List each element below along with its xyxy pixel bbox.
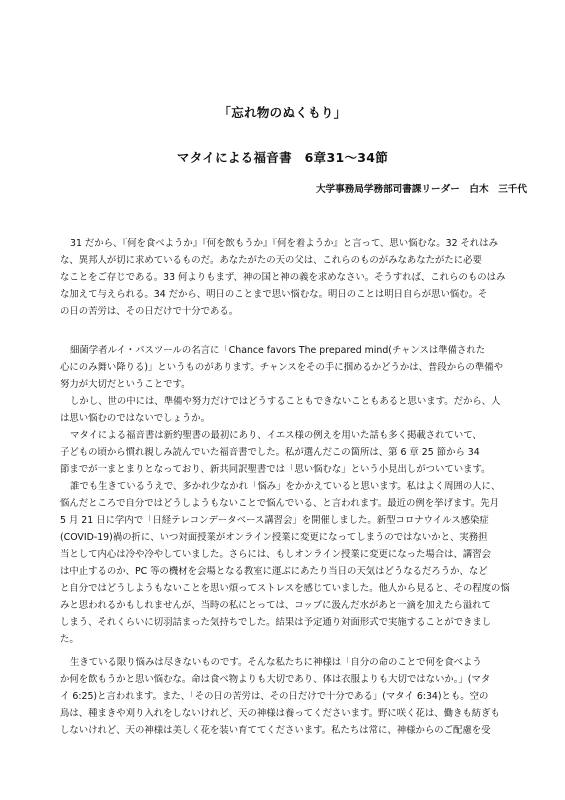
body-line: 節までが一まとまりとなっており、新共同訳聖書では「思い悩むな」という小見出しがついています。 <box>60 464 491 475</box>
document-title: 「忘れ物のぬくもり」 <box>218 105 347 120</box>
body-line: 鳥は、種まきや刈り入れをしないけれど、天の神様は養ってくださいます。野に咲く花は、働きも紡ぎも <box>60 708 500 719</box>
scripture-line: の日の苦労は、その日だけで十分である。 <box>60 306 239 317</box>
body-line: 心にのみ舞い降りる)」というものがあります。チャンスをその手に掴めるかどうかは、普段からの準備や <box>60 362 503 373</box>
scripture-line: な加えて与えられる。34 だから、明日のことまで思い悩むな。明日のことは明日自らが思い悩む。そ <box>60 289 488 300</box>
body-line: イ 6:25)と言われます。また、「その日の苦労は、その日だけで十分である」(マタイ 6:34)とも。空の <box>60 691 489 702</box>
body-line: 悩んだところで自分ではどうしようもないことで悩んでいる、と言われます。最近の例を挙げます。先月 <box>60 498 500 509</box>
body-line: 努力が大切だということです。 <box>60 379 191 390</box>
body-line: 細菌学者ルイ・パスツールの名言に「Chance favors The prepared mind(チャンスは準備された <box>70 345 486 356</box>
body-line: 子どもの頃から慣れ親しみ読んでいた福音書でした。私が選んだこの箇所は、第 6 章 25 節から 34 <box>60 447 480 458</box>
body-line: みと思われるかもしれませんが、当時の私にとっては、コップに汲んだ水があと一滴を加えたら溢れて <box>60 600 491 611</box>
body-line: と自分ではどうしようもないことを思い煩ってストレスを感じていました。他人から見ると、その程度の悩 <box>60 583 510 594</box>
body-line: マタイによる福音書は新約聖書の最初にあり、イエス様の例えを用いた話も多く掲載されていて、 <box>70 430 482 441</box>
scripture-line: 31 だから、『何を食べようか』『何を飲もうか』『何を着ようか』と言って、思い悩むな。32 それはみ <box>70 238 499 249</box>
body-line: しまう、それくらいに切羽詰まった気持ちでした。結果は予定通り対面形式で実施することができまし <box>60 617 492 628</box>
body-line: た。 <box>60 634 79 645</box>
body-line: 5 月 21 日に学内で「日経テレコンデータベース講習会」を開催しました。新型コロナウイルス感染症 <box>60 515 489 526</box>
body-line: しかし、世の中には、準備や努力だけではどうすることもできないこともあると思います。だから、人 <box>70 396 501 407</box>
body-line: は思い悩むのではないでしょうか。 <box>60 413 211 424</box>
author-line: 大学事務局学務部司書課リーダー 白木 三千代 <box>315 184 527 195</box>
body-line: か何を飲もうかと思い悩むな。命は食べ物よりも大切であり、体は衣服よりも大切ではないか。」(マタ <box>60 674 491 685</box>
body-line: (COVID-19)禍の折に、いつ対面授業がオンライン授業に変更になってしまうのではないかと、実務担 <box>60 532 488 543</box>
body-line: 当として内心は冷や冷やしていました。さらには、もしオンライン授業に変更になった場合は、講習会 <box>60 549 491 560</box>
scripture-line: なことをご存じである。33 何よりもまず、神の国と神の義を求めなさい。そうすれば、これらのものはみ <box>60 272 506 283</box>
body-line: は中止するのか、PC 等の機材を会場となる教室に運ぶにあたり当日の天気はどうなるだろうか、など <box>60 566 488 577</box>
scripture-line: な、異邦人が切に求めているものだ。あなたがたの天の父は、これらのものがみなあなたがたに必要 <box>60 255 482 266</box>
document-subtitle: マタイによる福音書 6章31～34節 <box>176 150 389 165</box>
body-line: 生きている限り悩みは尽きないものです。そんな私たちに神様は「自分の命のことで何を食べよう <box>70 657 482 668</box>
body-line: しないけれど、天の神様は美しく花を装い育ててくださいます。私たちは常に、神様からのご配慮を受 <box>60 725 491 736</box>
body-line: 誰でも生きているうえで、多かれ少なかれ「悩み」をかかえていると思います。私はよく周囲の人に、 <box>70 481 501 492</box>
